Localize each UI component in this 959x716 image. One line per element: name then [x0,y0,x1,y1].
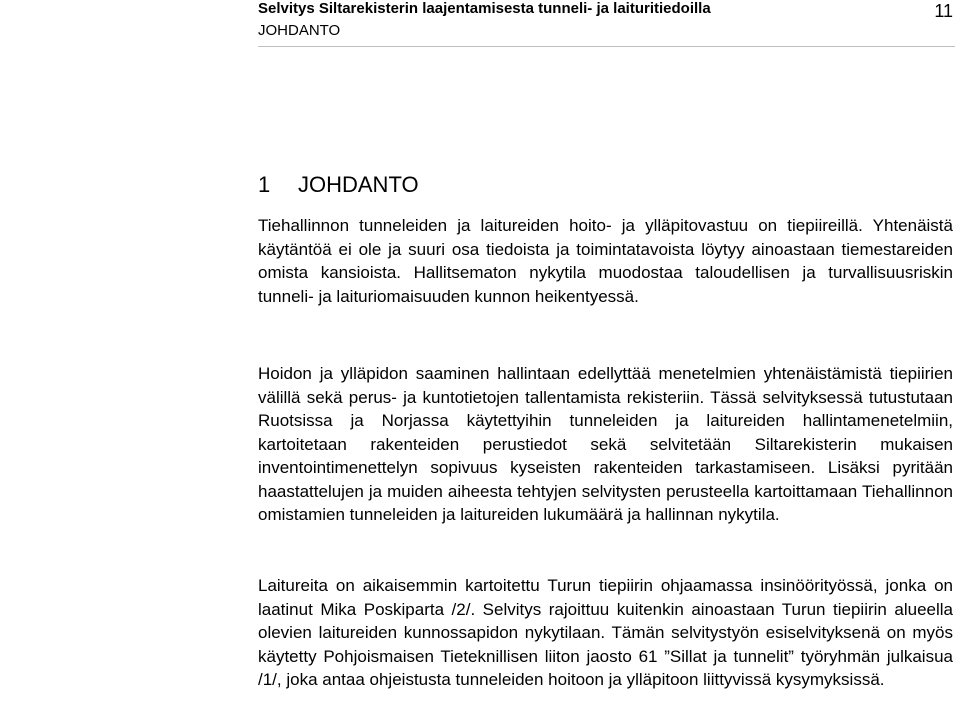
paragraph-2: Hoidon ja ylläpidon saaminen hallintaan edellyttää menetelmien yhtenäistämistä tiepiirien välillä sekä perus- ja kuntotietojen tallentamista rekisteriin. Tässä selvityksessä tutustutaan Ruotsissa ja Norjassa käytettyihin tunneleiden ja laitureiden hallintamenetelmiin, kartoitetaan rakenteiden perustiedot sekä selvitetään Siltarekisterin mukaisen inventointimenettelyn sopivuus kyseisten rakenteiden tarkastamiseen. Lisäksi pyritään haastattelujen ja muiden aiheesta tehtyjen selvitysten perusteella kartoittamaan Tiehallinnon omistamien tunneleiden ja laitureiden lukumäärä ja hallinnan nykytila. [258,364,953,524]
chapter-heading [258,172,419,198]
running-header [258,0,955,47]
header-section-name: JOHDANTO [258,22,341,39]
page-number: 11 [934,1,953,21]
chapter-title: JOHDANTO [298,172,419,197]
chapter-number: 1 [258,172,271,197]
paragraph-3: Laitureita on aikaisemmin kartoitettu Turun tiepiirin ohjaamassa insinöörityössä, jonka on laatinut Mika Poskiparta /2/. Selvitys rajoittuu kuitenkin ainoastaan Turun tiepiirin alueella olevien laitureiden kunnossapidon nykytilaan. Tämän selvitystyön esiselvityksenä on myös käytetty Pohjoismaisen Tieteknillisen liiton jaosto 61 ”Sillat ja tunnelit” työryhmän julkaisua /1/, joka antaa ohjeistusta tunneleiden hoitoon ja ylläpitoon liittyvissä kysymyksissä. [258,576,953,689]
header-document-title: Selvitys Siltarekisterin laajentamisesta tunneli- ja laituritiedoilla [258,0,711,17]
paragraph-1: Tiehallinnon tunneleiden ja laitureiden hoito- ja ylläpitovastuu on tiepiireillä. Yhtenäistä käytäntöä ei ole ja suuri osa tiedoista ja toimintatavoista löytyy ainoastaan tiemestareiden omista kansioista. Hallitsematon nykytila muodostaa taloudellisen ja turvallisuusriskin tunneli- ja laituriomaisuuden kunnon heikentyessä. [258,216,953,306]
